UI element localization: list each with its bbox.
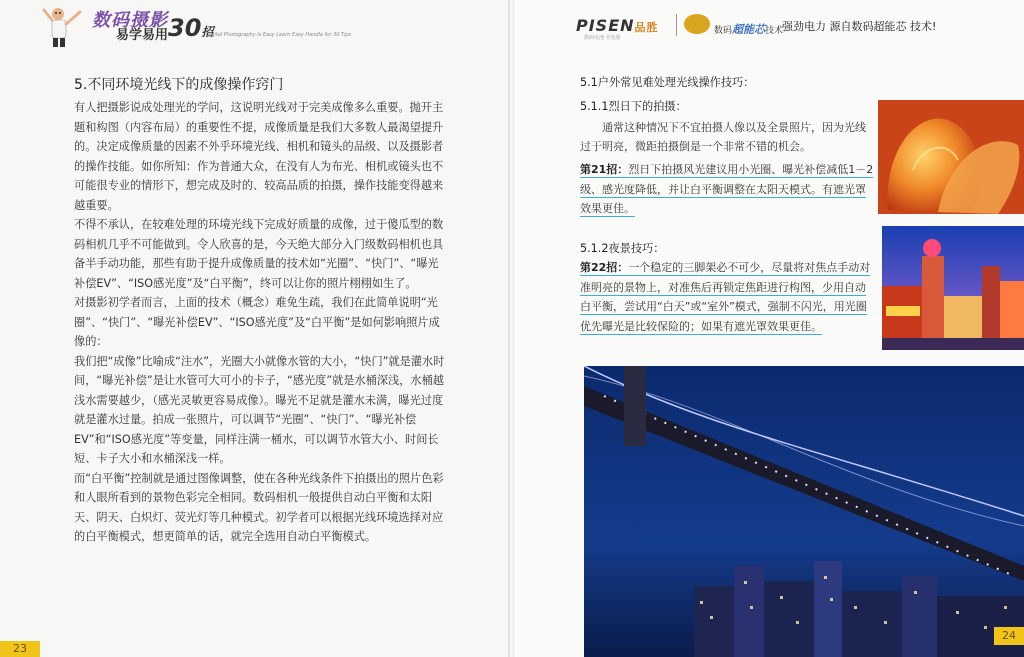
body-text [74,98,446,547]
header-english: Digital Photography Is Easy Learn Easy Handle for 30 Tips [206,32,352,38]
paragraph: 有人把摄影说成处理光的学问，这说明光线对于完美成像多么重要。抛开主题和构图（内容布局）的重要性不提，成像质量是我们大多数人最渴望提升的。决定成像质量的因素不外乎环境光线、相机和镜头的品级、以及摄影者的操作技能。如你所知：作为普通大众，在没有人为布光、相机或镜头也不可能很专业的情形下，想完成及时的、较高品质的拍摄，操作技能变得越来越重要。 [74,101,444,212]
bridge-night-photo [584,366,1024,657]
chip-prefix: 数码 [714,26,733,36]
bridge-image [584,366,1024,657]
brand-caption: 数码电池·充电器 [584,35,621,41]
tulip-photo [878,100,1024,214]
casino-image [882,226,1024,350]
page-number-left: 23 [0,641,40,657]
section-title: 5.不同环境光线下的成像操作窍门 [74,77,284,93]
header-divider [676,14,677,36]
header-subtitle: 易学易用 [116,28,169,43]
tip-22 [580,258,874,336]
brand-logo [576,16,659,35]
chip-technology-label [714,21,783,37]
paragraph: 我们把“成像”比喻成“注水”，光圈大小就像水管的大小，“快门”就是灌水时间，“曝光补偿”是让水管可大可小的卡子，“感光度”就是水桶深浅，水桶越浅水需要越少，（感光灵敏更容易成像）。曝光不足就是灌水未满，曝光过度就是灌水过量。拍成一张照片，可以调节“光圈”、“快门”、“曝光补偿EV”和“ISO感光度”等变量，同样注满一桶水，可以调节水管大小、时间长短、卡子大小和水桶深浅一样。 [74,354,445,465]
paragraph: 而“白平衡”控制就是通过图像调整，使在各种光线条件下拍摄出的照片色彩和人眼所看到的景物色彩完全相同。数码相机一般提供自动白平衡和太阳天、阴天、白炽灯、荧光灯等几种模式。初学者可以根据光线环境选择对应的白平衡模式，想更简单的话，就完全选用自动白平衡模式。 [74,471,444,543]
subsection-title-night: 5.1.2夜景技巧： [580,242,665,255]
right-page [514,0,1024,657]
brand-name: PISEN [576,16,635,35]
tip-22-label: 第22招： [580,261,629,274]
tip-21-label: 第21招： [580,163,629,176]
chip-badge-icon [684,14,710,34]
header-tagline: 强劲电力 源自数码超能芯 技术! [782,20,937,33]
left-page [0,0,508,657]
paragraph: 对摄影初学者而言，上面的技术（概念）难免生疏，我们在此简单说明“光圈”、“快门”、“曝光补偿EV”、“ISO感光度”及“白平衡”是如何影响照片成像的： [74,296,440,348]
casino-night-photo [882,226,1024,350]
photographer-mascot-icon [40,4,88,48]
section-title-right: 5.1户外常见难处理光线操作技巧： [580,76,755,89]
tip-21 [580,160,874,219]
sunlight-text: 通常这种情况下不宜拍摄人像以及全景照片，因为光线过于明亮，微距拍摄倒是一个非常不错的机会。 [580,121,866,153]
page-number-right: 24 [994,627,1024,645]
tulip-image [878,100,1024,214]
chip-name: 超能芯 [732,23,766,36]
header-title: 数码摄影 [92,10,168,31]
tip-21-text: 烈日下拍摄风光建议用小光圈、曝光补偿减低1－2级、感光度降低，并让白平衡调整在太阳天模式。有遮光罩效果更佳。 [580,163,874,216]
header-number-suffix: 招 [201,25,214,39]
chip-suffix: 技术 [765,26,784,36]
header-number-value: 30 [168,14,202,42]
brand-name-cn: 品胜 [634,21,659,34]
paragraph: 不得不承认，在较难处理的环境光线下完成好质量的成像，过于傻瓜型的数码相机几乎不可能做到。令人欣喜的是，今天绝大部分入门级数码相机也具备半手动功能，那些有助于提升成像质量的技术如“光圈”、“快门”、“曝光补偿EV”、“ISO感光度”及“白平衡”，终可以让你的照片栩栩如生了。 [74,218,444,290]
subsection-title-sunlight: 5.1.1烈日下的拍摄： [580,100,687,113]
tip-22-text: 一个稳定的三脚架必不可少，尽量将对焦点手动对准明亮的景物上，对准焦后再锁定焦距进行构图，少用自动白平衡，尝试用“白天”或“室外”模式，强制不闪光，用光圈优先曝光是比较保险的；如果有遮光罩效果更佳。 [580,261,871,333]
